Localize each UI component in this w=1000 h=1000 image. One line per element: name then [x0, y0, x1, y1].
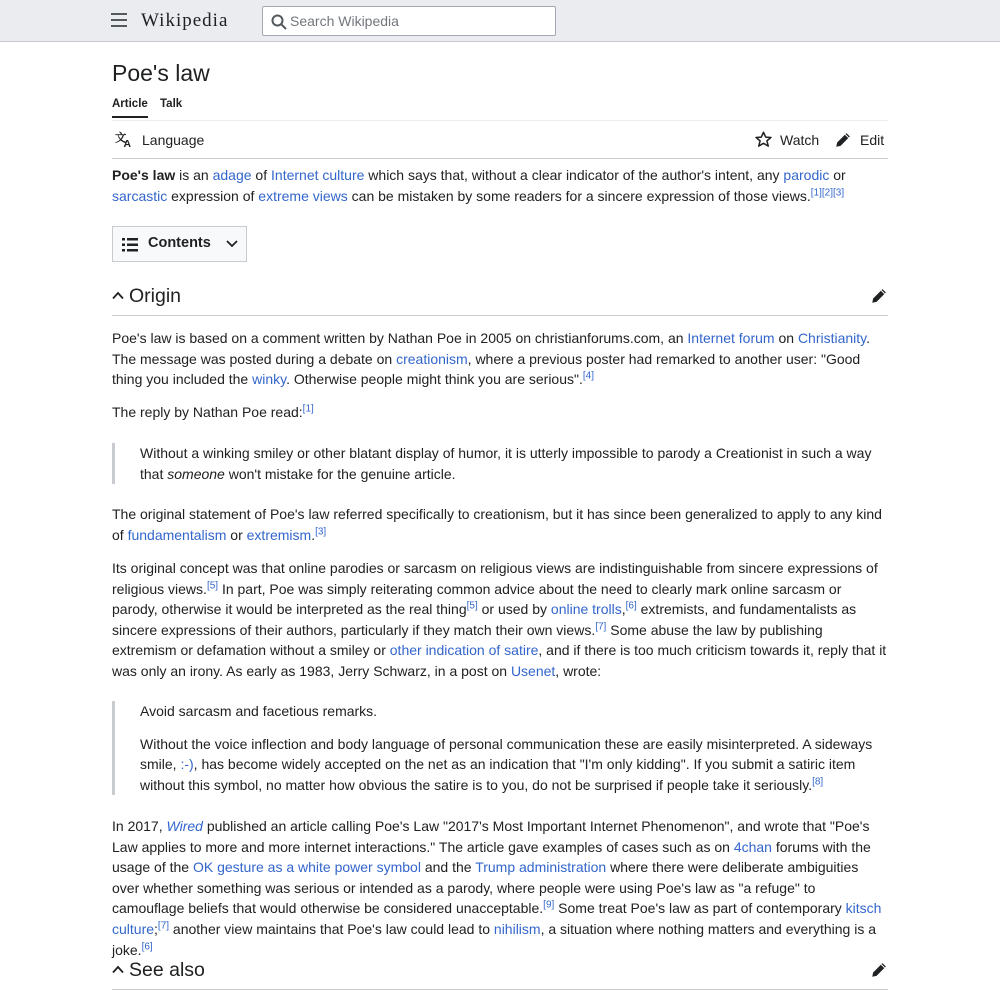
text: forums with the usage of the — [112, 838, 871, 876]
link-usenet[interactable]: Usenet — [510, 662, 556, 679]
citation-ref[interactable]: [1] — [302, 403, 314, 415]
citation-ref[interactable]: [5] — [206, 579, 219, 591]
namespace-tabs — [112, 96, 888, 121]
origin-paragraph-1 — [112, 328, 888, 390]
text: extremists, and fundamentalists as sincere expressions of their authors, particularly if they match their own views. — [112, 601, 857, 638]
link-christianity[interactable]: Christianity — [797, 330, 867, 346]
text: is an — [175, 167, 213, 183]
svg-text:文: 文 — [115, 132, 127, 145]
citation-ref[interactable]: [8] — [812, 776, 824, 788]
link-extreme-views[interactable]: extreme views — [258, 187, 348, 204]
language-label: Language — [142, 131, 205, 148]
link-extremism[interactable]: extremism — [246, 526, 312, 543]
link-winky[interactable]: winky — [252, 371, 287, 388]
chevron-up-icon[interactable] — [112, 291, 124, 300]
link-online-trolls[interactable]: online trolls — [550, 601, 622, 618]
text: Some treat Poe's law as part of contemporary — [554, 900, 846, 917]
star-icon — [755, 131, 772, 148]
page-toolbar — [112, 122, 888, 159]
text: which says that, without a clear indicator of the author's intent, any — [364, 167, 784, 183]
text: and the — [420, 859, 476, 876]
text: Its original concept was that online parodies or sarcasm on religious views are indistinguishable from sincere expressions of religious views. — [112, 560, 878, 597]
link-internet-forum[interactable]: Internet forum — [687, 330, 775, 346]
wikipedia-wordmark[interactable]: Wikipedia — [141, 10, 229, 31]
text: , where a previous poster had remarked to another user: "Good thing you included the — [112, 350, 861, 388]
text: published an article calling Poe's Law "2017's Most Important Internet Phenomenon", and wrote that "Poe's Law applies to more and more internet interactions." The article gave examples of cases such as on — [112, 818, 870, 855]
origin-paragraph-5 — [112, 816, 888, 960]
link-internet-culture[interactable]: Internet culture — [271, 167, 365, 183]
link-parodic[interactable]: parodic — [783, 167, 830, 183]
blockquote-poe — [112, 443, 888, 484]
section-title: See also — [129, 959, 205, 981]
text: , — [621, 601, 626, 618]
text: Without the voice inflection and body language of personal communication these are easily misinterpreted. A sideways smile, — [140, 735, 873, 773]
blockquote-schwarz — [112, 701, 888, 795]
citation-ref[interactable]: [7] — [157, 920, 170, 932]
text: , has become widely accepted on the net as an indication that "I'm only kidding". If you submit a satiric item without this symbol, no matter how obvious the satire is to you, do not be surprised if people take it seriously. — [140, 756, 856, 793]
search-icon — [271, 14, 287, 30]
tab-talk[interactable]: Talk — [160, 98, 183, 110]
list-icon — [122, 238, 138, 252]
site-header — [0, 0, 1000, 42]
lead-paragraph — [112, 165, 888, 206]
text: another view maintains that Poe's law could lead to — [169, 920, 494, 937]
text: expression of — [167, 187, 259, 204]
link-kitsch-culture[interactable]: kitsch culture — [112, 900, 882, 937]
text: ; — [154, 920, 158, 937]
tab-article[interactable]: Article — [112, 98, 148, 118]
text: Some abuse the law by publishing extremism or defamation without a smiley or — [112, 621, 823, 659]
text: Without a winking smiley or other blatant display of humor, it is utterly impossible to parody a Creationist in such a way that — [140, 445, 872, 482]
contents-toggle[interactable] — [112, 226, 247, 262]
text: The original statement of Poe's law referred specifically to creationism, but it has since been generalized to apply to any kind of — [112, 506, 882, 543]
watch-button[interactable] — [755, 131, 819, 148]
link-creationism[interactable]: creationism — [396, 350, 468, 367]
link-ok-gesture[interactable]: OK gesture as a white power symbol — [192, 859, 421, 876]
citation-ref[interactable]: [7] — [595, 621, 607, 633]
citation-refs[interactable]: [1][2][3] — [810, 186, 845, 198]
section-title: Origin — [129, 285, 182, 307]
text: where there were deliberate ambiguities over whether something was serious or intended as a parody, where people were using Poe's law as "a refuge" to camouflage beliefs that would otherwise be considered unacceptable. — [112, 859, 859, 917]
text: , a situation where nothing matters and everything is a joke. — [112, 920, 877, 958]
section-heading-see-also — [112, 956, 888, 990]
text: Poe's law is based on a comment written by Nathan Poe in 2005 on christianforums.com, an — [112, 330, 688, 346]
text: . — [311, 526, 316, 543]
page-title: Poe's law — [112, 60, 210, 86]
link-adage[interactable]: adage — [212, 167, 252, 183]
link-4chan[interactable]: 4chan — [733, 838, 772, 855]
text: can be mistaken by some readers for a sincere expression of those views. — [347, 187, 811, 204]
text: , wrote: — [555, 662, 602, 679]
text: or — [829, 167, 846, 183]
text: or — [226, 526, 247, 543]
link-other-indication-of-satire[interactable]: other indication of satire — [389, 642, 539, 659]
citation-ref[interactable]: [4] — [582, 370, 594, 382]
search-input[interactable] — [290, 11, 545, 31]
citation-ref[interactable]: [5] — [466, 600, 478, 612]
citation-ref[interactable]: [6] — [141, 940, 153, 952]
section-heading-origin — [112, 282, 888, 316]
text: . Otherwise people might think you are serious". — [286, 371, 583, 388]
text: In part, Poe was simply reiterating common advice about the need to clearly mark online sarcasm or parody, otherwise it would be interpreted as the real thing — [112, 580, 842, 618]
text: , and if there is too much criticism towards it, reply that it was only an irony. As early as 1983, Jerry Schwarz, in a post on — [112, 642, 887, 679]
svg-text:A: A — [123, 139, 132, 148]
pencil-icon — [835, 131, 852, 148]
link-trump-administration[interactable]: Trump administration — [475, 859, 607, 876]
edit-button[interactable] — [835, 131, 884, 148]
link-fundamentalism[interactable]: fundamentalism — [127, 526, 227, 543]
origin-paragraph-2 — [112, 402, 888, 423]
text: of — [251, 167, 272, 183]
citation-ref[interactable]: [9] — [543, 899, 555, 911]
contents-label: Contents — [148, 235, 211, 251]
link-wired[interactable]: Wired — [166, 818, 203, 834]
search-box[interactable] — [262, 6, 556, 36]
lead-bold-term: Poe's law — [112, 167, 176, 183]
text: or used by — [477, 601, 551, 618]
quote-body — [140, 734, 888, 796]
watch-label: Watch — [780, 131, 820, 148]
text: won't mistake for the genuine article. — [224, 465, 456, 482]
link-sarcastic[interactable]: sarcastic — [112, 187, 168, 204]
origin-paragraph-4 — [112, 558, 888, 682]
text: In 2017, — [112, 818, 167, 834]
origin-paragraph-3 — [112, 504, 888, 545]
chevron-up-icon[interactable] — [112, 965, 124, 974]
text: The reply by Nathan Poe read: — [112, 404, 303, 420]
text: . The message was posted during a debate on — [112, 330, 871, 367]
citation-ref[interactable]: [6] — [625, 600, 637, 612]
link-smiley[interactable]: :-) — [180, 756, 194, 773]
hamburger-menu-icon[interactable] — [111, 13, 127, 27]
citation-ref[interactable]: [3] — [315, 525, 327, 537]
emphasis: someone — [167, 465, 225, 482]
language-button[interactable] — [115, 131, 204, 148]
edit-label: Edit — [860, 131, 885, 148]
edit-section-pencil-icon[interactable] — [871, 961, 888, 978]
translate-icon — [115, 131, 134, 148]
edit-section-pencil-icon[interactable] — [871, 287, 888, 304]
quote-line: Avoid sarcasm and facetious remarks. — [140, 703, 378, 719]
link-nihilism[interactable]: nihilism — [493, 920, 541, 937]
chevron-down-icon — [226, 240, 238, 248]
text: on — [774, 330, 798, 346]
